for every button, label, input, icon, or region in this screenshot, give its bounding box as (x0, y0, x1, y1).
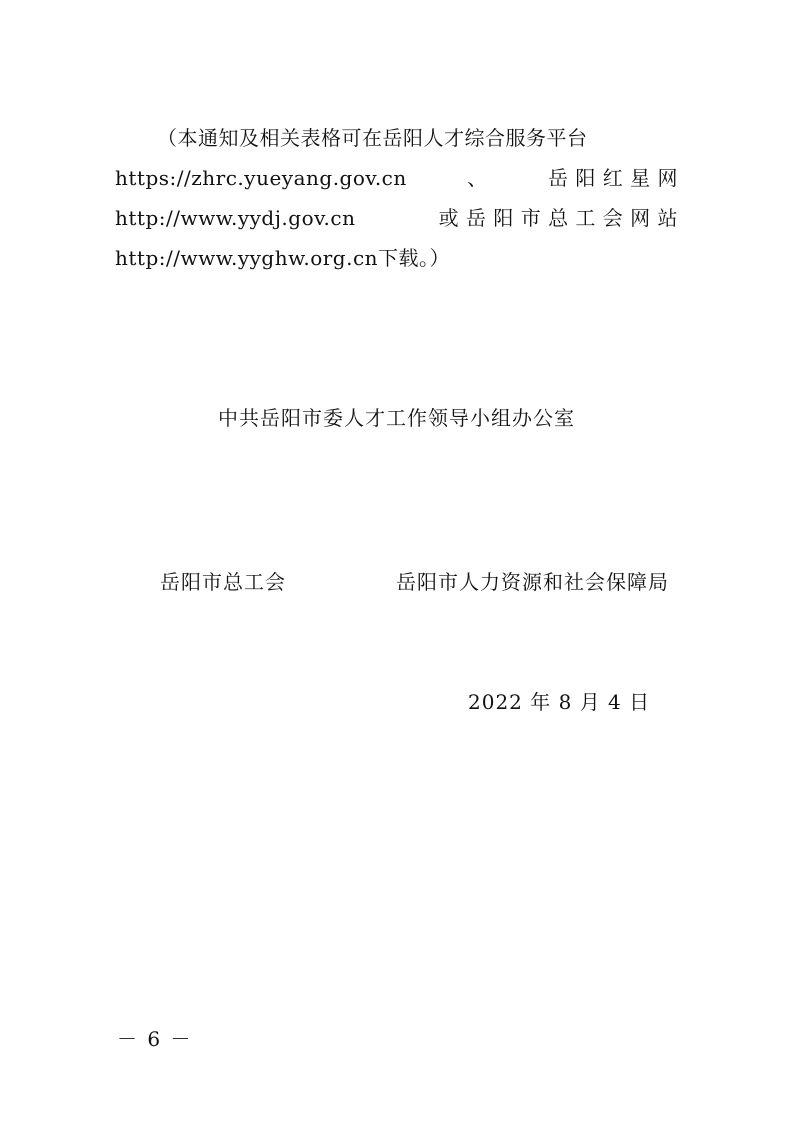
signature-office: 中共岳阳市委人才工作领导小组办公室 (218, 406, 575, 430)
note-line-2-rest: 岳 阳 红 星 网 (548, 166, 678, 190)
red-star-url: http://www.yydj.gov.cn (115, 206, 356, 230)
separator: 、 (467, 166, 488, 190)
union-url-line: http://www.yyghw.org.cn下载。） (115, 246, 451, 270)
note-line-3-rest: 或 岳 阳 市 总 工 会 网 站 (438, 206, 678, 230)
note-line-4 (115, 238, 678, 278)
page-number: － 6 － (117, 1027, 193, 1051)
signature-union: 岳阳市总工会 (160, 570, 286, 594)
issue-date: 2022 年 8 月 4 日 (468, 690, 651, 714)
note-line-2 (115, 158, 678, 198)
download-note (115, 118, 678, 278)
signature-hr-bureau: 岳阳市人力资源和社会保障局 (396, 570, 669, 594)
note-line-3 (115, 198, 678, 238)
note-line-1-text: （本通知及相关表格可在岳阳人才综合服务平台 (157, 126, 588, 150)
talent-platform-url: https://zhrc.yueyang.gov.cn (115, 166, 407, 190)
note-line-1 (115, 118, 678, 158)
